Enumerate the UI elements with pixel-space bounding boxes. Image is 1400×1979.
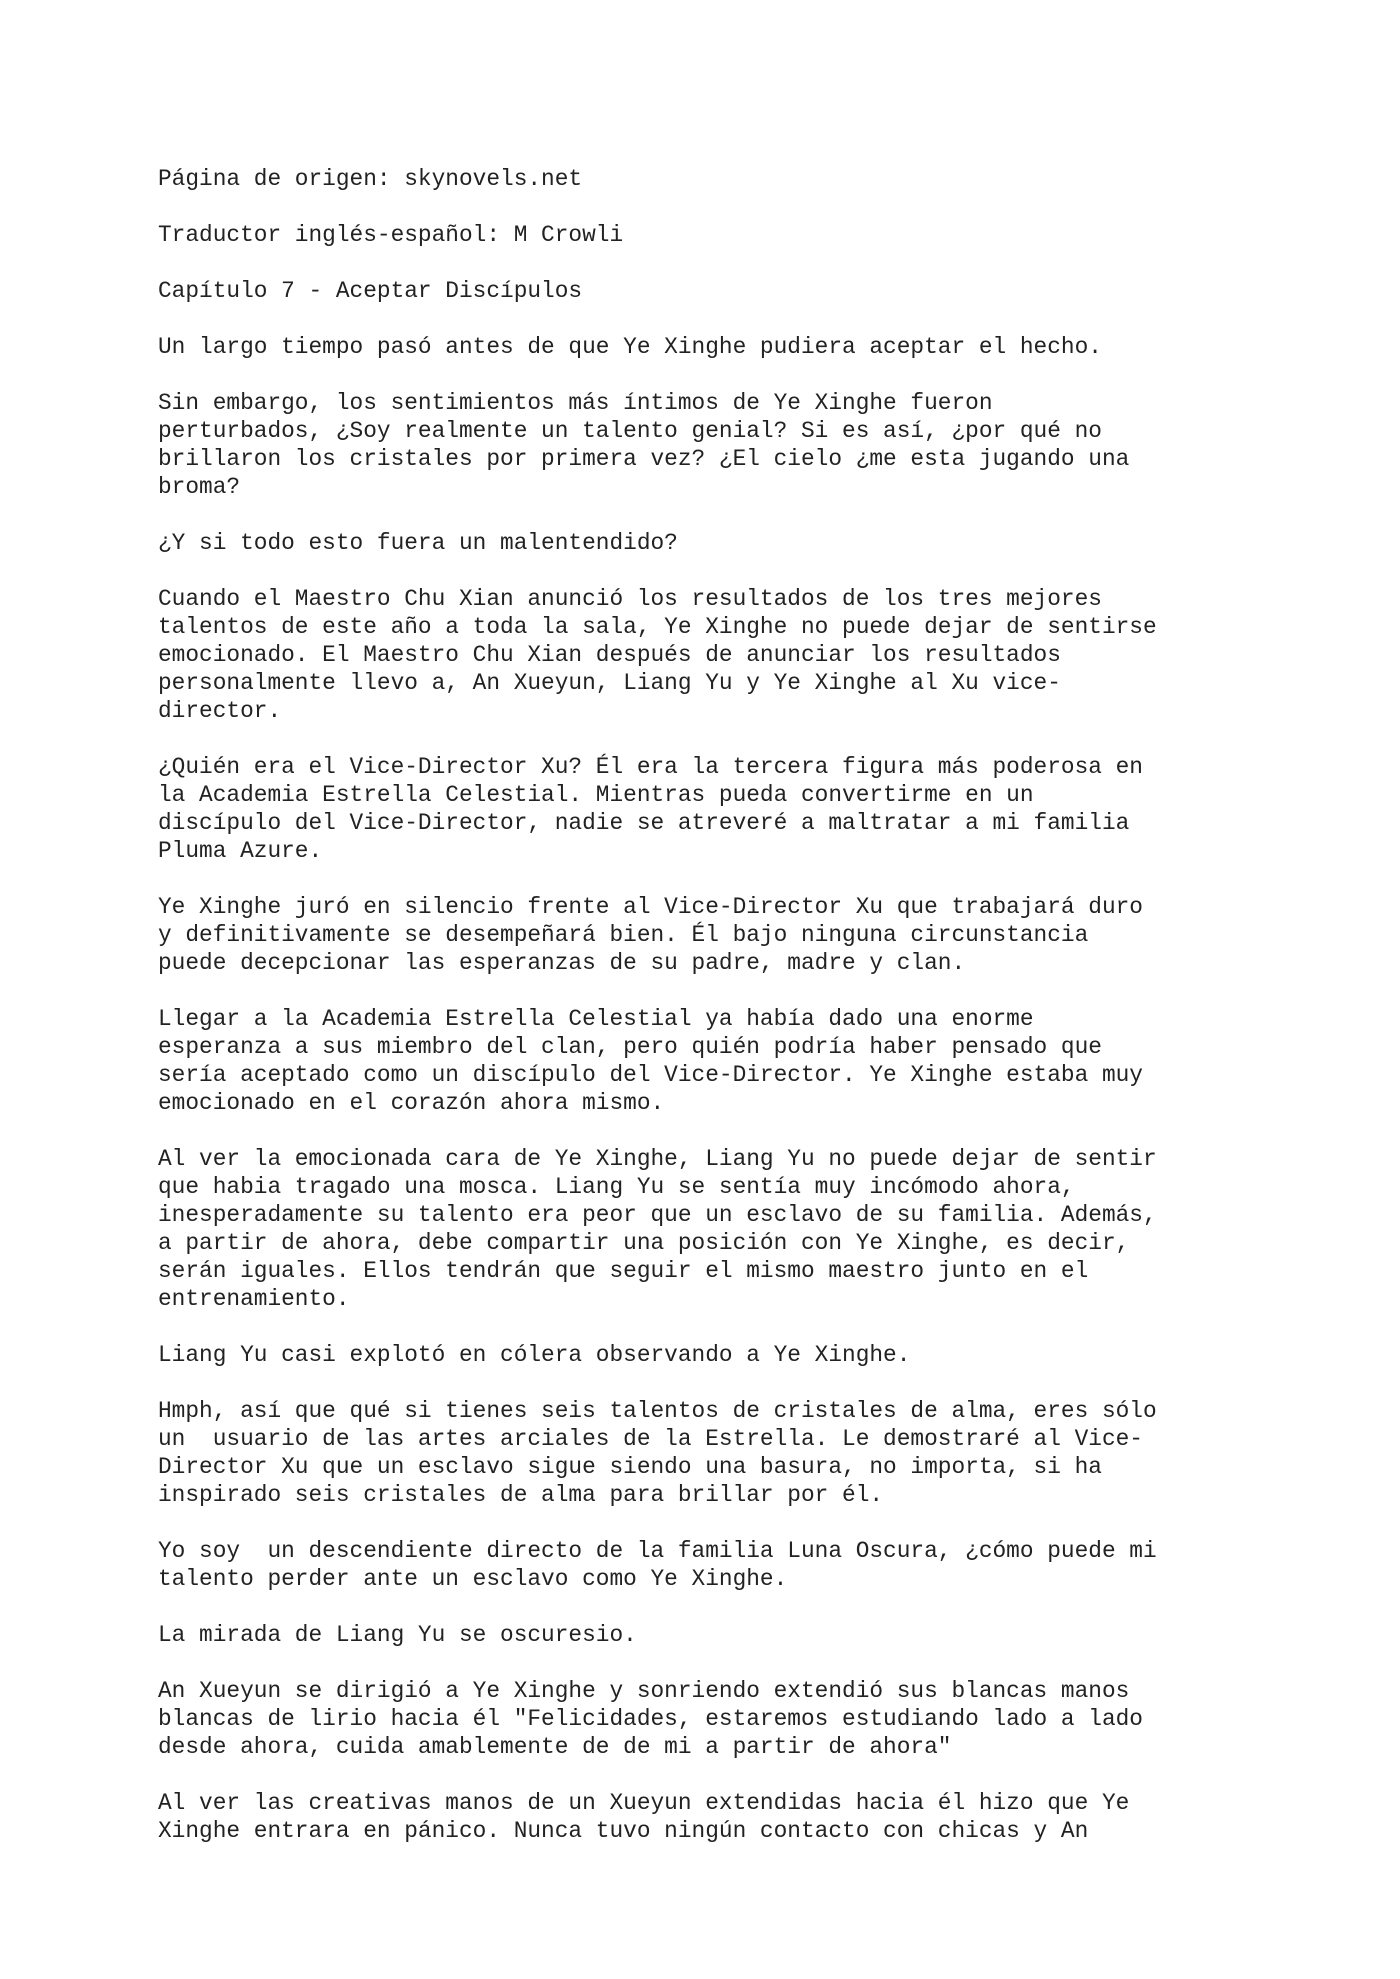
text-line: Cuando el Maestro Chu Xian anunció los resultados de los tres mejores [158,586,1102,612]
text-line: emocionado en el corazón ahora mismo. [158,1090,665,1116]
paragraph [158,1677,1268,1761]
text-line: blancas de lirio hacia él "Felicidades, estaremos estudiando lado a lado [158,1706,1143,1732]
paragraph [158,1145,1268,1313]
text-line: puede decepcionar las esperanzas de su padre, madre y clan. [158,950,966,976]
text-line: talento perder ante un esclavo como Ye Xinghe. [158,1566,788,1592]
text-line: que habia tragado una mosca. Liang Yu se sentía muy incómodo ahora, [158,1174,1075,1200]
text-line: la Academia Estrella Celestial. Mientras pueda convertirme en un [158,782,1034,808]
text-line: Pluma Azure. [158,838,323,864]
text-line: discípulo del Vice-Director, nadie se atreveré a maltratar a mi familia [158,810,1130,836]
text-line: ¿Y si todo esto fuera un malentendido? [158,530,678,556]
paragraph [158,529,1268,557]
text-line: talentos de este año a toda la sala, Ye Xinghe no puede dejar de sentirse [158,614,1157,640]
text-line: ¿Quién era el Vice-Director Xu? Él era la tercera figura más poderosa en [158,754,1143,780]
paragraph [158,1005,1268,1117]
text-line: Un largo tiempo pasó antes de que Ye Xinghe pudiera aceptar el hecho. [158,334,1102,360]
text-line: brillaron los cristales por primera vez? ¿El cielo ¿me esta jugando una [158,446,1130,472]
text-line: La mirada de Liang Yu se oscuresio. [158,1622,637,1648]
text-line: serán iguales. Ellos tendrán que seguir el mismo maestro junto en el [158,1258,1089,1284]
text-line: a partir de ahora, debe compartir una posición con Ye Xinghe, es decir, [158,1230,1130,1256]
text-line: personalmente llevo a, An Xueyun, Liang Yu y Ye Xinghe al Xu vice- [158,670,1061,696]
paragraph [158,1341,1268,1369]
text-line: inspirado seis cristales de alma para brillar por él. [158,1482,884,1508]
paragraph [158,753,1268,865]
text-line: Al ver las creativas manos de un Xueyun extendidas hacia él hizo que Ye [158,1790,1130,1816]
text-line: Sin embargo, los sentimientos más íntimos de Ye Xinghe fueron [158,390,993,416]
text-line: inesperadamente su talento era peor que un esclavo de su familia. Además, [158,1202,1157,1228]
translator-line: Traductor inglés-español: M Crowli [158,222,624,248]
paragraph [158,1789,1268,1845]
paragraph [158,1397,1268,1509]
text-line: un usuario de las artes arciales de la Estrella. Le demostraré al Vice- [158,1426,1143,1452]
paragraph [158,893,1268,977]
document-body [158,165,1268,1873]
text-line: Director Xu que un esclavo sigue siendo una basura, no importa, si ha [158,1454,1102,1480]
text-line: y definitivamente se desempeñará bien. Él bajo ninguna circunstancia [158,922,1089,948]
text-line: Hmph, así que qué si tienes seis talentos de cristales de alma, eres sólo [158,1398,1157,1424]
text-line: entrenamiento. [158,1286,350,1312]
paragraph [158,389,1268,501]
text-line: Liang Yu casi explotó en cólera observando a Ye Xinghe. [158,1342,911,1368]
text-line: An Xueyun se dirigió a Ye Xinghe y sonriendo extendió sus blancas manos [158,1678,1130,1704]
chapter-title: Capítulo 7 - Aceptar Discípulos [158,278,583,304]
text-line: sería aceptado como un discípulo del Vice-Director. Ye Xinghe estaba muy [158,1062,1143,1088]
text-line: Xinghe entrara en pánico. Nunca tuvo ningún contacto con chicas y An [158,1818,1089,1844]
paragraph-list [158,333,1268,1845]
paragraph [158,1621,1268,1649]
source-line: Página de origen: skynovels.net [158,166,583,192]
paragraph [158,585,1268,725]
text-line: director. [158,698,282,724]
text-line: desde ahora, cuida amablemente de de mi a partir de ahora" [158,1734,952,1760]
paragraph [158,333,1268,361]
text-line: esperanza a sus miembro del clan, pero quién podría haber pensado que [158,1034,1102,1060]
paragraph [158,1537,1268,1593]
text-line: Ye Xinghe juró en silencio frente al Vice-Director Xu que trabajará duro [158,894,1143,920]
text-line: broma? [158,474,241,500]
text-line: Llegar a la Academia Estrella Celestial ya había dado una enorme [158,1006,1034,1032]
text-line: Yo soy un descendiente directo de la familia Luna Oscura, ¿cómo puede mi [158,1538,1157,1564]
text-line: Al ver la emocionada cara de Ye Xinghe, Liang Yu no puede dejar de sentir [158,1146,1157,1172]
text-line: perturbados, ¿Soy realmente un talento genial? Si es así, ¿por qué no [158,418,1102,444]
text-line: emocionado. El Maestro Chu Xian después de anunciar los resultados [158,642,1061,668]
